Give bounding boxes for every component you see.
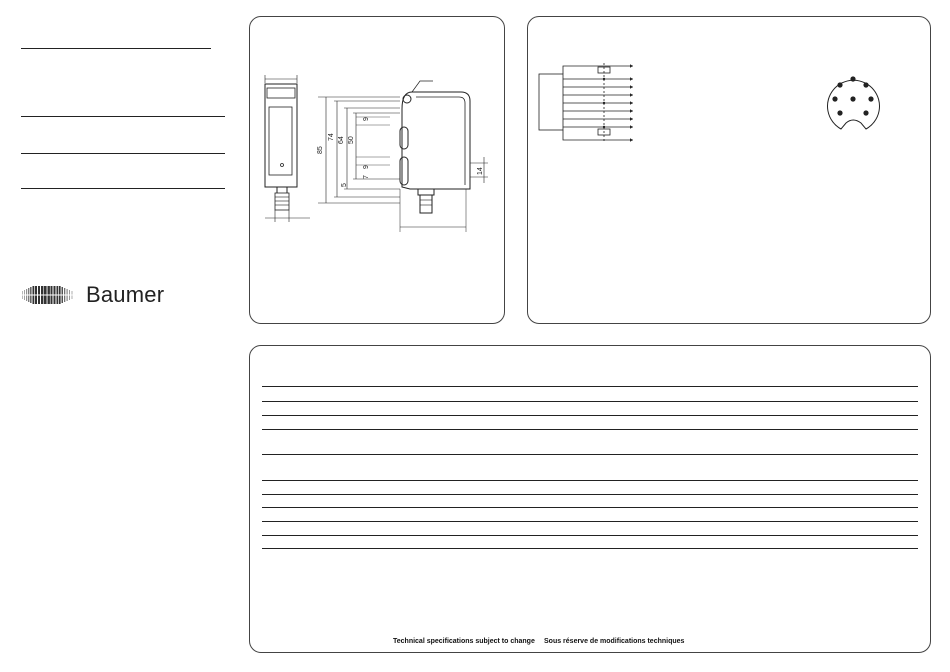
spec-row-line (262, 480, 918, 481)
specification-table-panel (249, 345, 931, 653)
spec-row-line (262, 494, 918, 495)
dim-9-top: 9 (363, 117, 370, 121)
spec-row-line (262, 386, 918, 387)
left-rule-1 (21, 48, 211, 49)
footer-note-fr: Sous réserve de modifications techniques (544, 638, 685, 645)
spec-row-line (262, 454, 918, 455)
spec-row-line (262, 521, 918, 522)
spec-row-line (262, 548, 918, 549)
spec-row-line (262, 535, 918, 536)
wiring-diagram-panel (527, 16, 931, 324)
left-rule-4 (21, 188, 225, 189)
dim-50: 50 (348, 136, 355, 144)
dim-64: 64 (338, 136, 345, 144)
footer-note-en: Technical specifications subject to change (393, 638, 535, 645)
brand-name: Baumer (86, 282, 165, 307)
dim-74: 74 (328, 133, 335, 141)
dim-7: 7 (363, 175, 370, 179)
baumer-logo (22, 282, 164, 308)
left-rule-3 (21, 153, 225, 154)
dim-14: 14 (477, 167, 484, 175)
baumer-logo-icon (22, 285, 76, 305)
spec-row-line (262, 507, 918, 508)
dim-85: 85 (317, 146, 324, 154)
side-view-body (402, 92, 470, 189)
spec-row-line (262, 429, 918, 430)
dimension-drawing (250, 17, 504, 323)
left-rule-2 (21, 116, 225, 117)
connector-pinout-icon (828, 76, 880, 129)
dim-9-bottom: 9 (363, 165, 370, 169)
dim-5: 5 (341, 183, 348, 187)
wiring-diagram (528, 17, 930, 323)
spec-row-line (262, 401, 918, 402)
dimension-drawing-panel (249, 16, 505, 324)
spec-row-line (262, 415, 918, 416)
